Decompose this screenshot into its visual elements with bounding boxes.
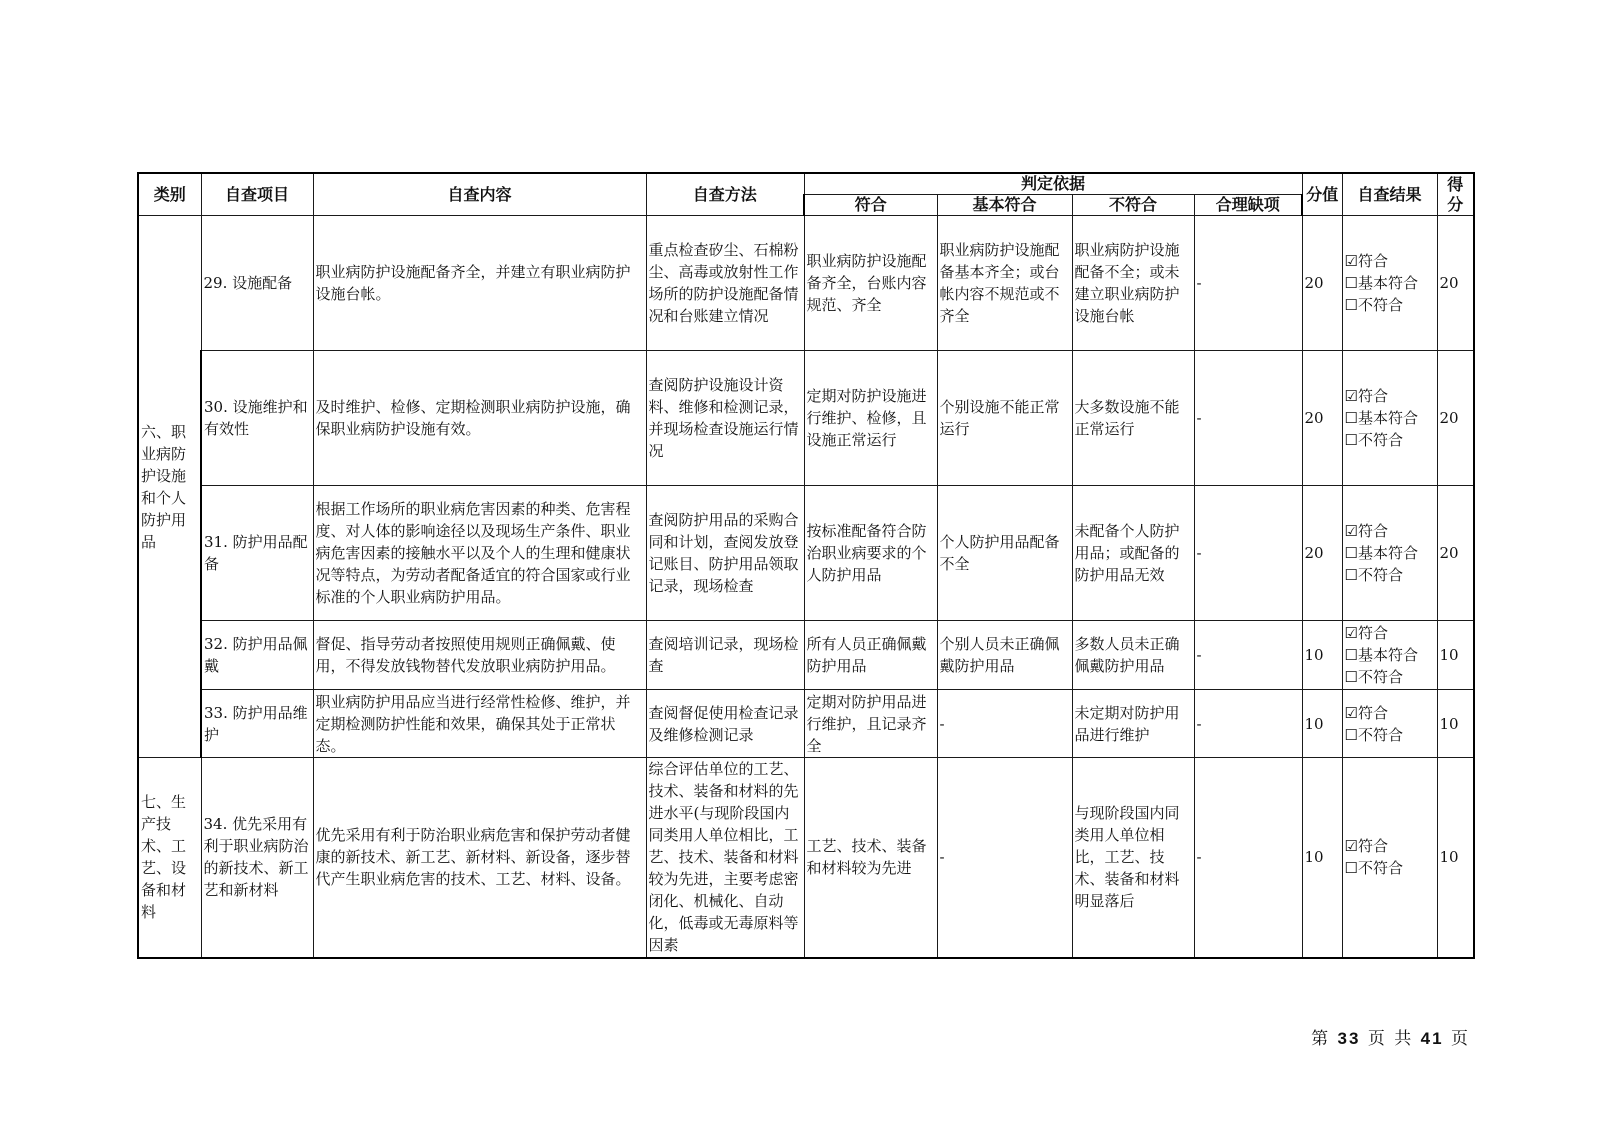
result-option[interactable]: ☐不符合 [1344,725,1403,744]
result-option[interactable]: ☑符合 [1344,522,1388,540]
missing-cell: - [1194,351,1302,486]
result-cell [1342,216,1437,351]
score-cell: 20 [1437,216,1474,351]
content-cell: 职业病防护设施配备齐全，并建立有职业病防护设施台帐。 [313,216,646,351]
result-option[interactable]: ☑符合 [1344,703,1388,722]
content-cell: 督促、指导劳动者按照使用规则正确佩戴、使用，不得发放钱物替代发放职业病防护用品。 [313,621,646,690]
comply-cell: 按标准配备符合防治职业病要求的个人防护用品 [804,486,937,621]
header-basic-comply: 基本符合 [937,195,1072,216]
header-method: 自查方法 [646,173,804,216]
header-item: 自查项目 [201,173,313,216]
item-cell: 33. 防护用品维护 [201,690,313,758]
header-result: 自查结果 [1342,173,1437,216]
basic-comply-cell: 个人防护用品配备不全 [937,486,1072,621]
content-cell: 根据工作场所的职业病危害因素的种类、危害程度、对人体的影响途径以及现场生产条件、职业病危害因素的接触水平以及个人的生理和健康状况等特点，为劳动者配备适宜的符合国家或行业标准的个人职业病防护用品。 [313,486,646,621]
header-not-comply: 不符合 [1072,195,1194,216]
page-number: 33 [1337,1029,1361,1048]
comply-cell: 职业病防护设施配备齐全，台账内容规范、齐全 [804,216,937,351]
content-cell: 优先采用有利于防治职业病危害和保护劳动者健康的新技术、新工艺、新材料、新设备，逐步替代产生职业病危害的技术、工艺、材料、设备。 [313,758,646,958]
table-row [138,216,1474,351]
value-cell: 10 [1302,758,1342,958]
result-option[interactable]: ☐不符合 [1344,566,1403,584]
method-cell: 查阅培训记录，现场检查 [646,621,804,690]
result-cell [1342,351,1437,486]
header-content: 自查内容 [313,173,646,216]
table-row [138,758,1474,958]
not-comply-cell: 与现阶段国内同类用人单位相比，工艺、技术、装备和材料明显落后 [1072,758,1194,958]
result-cell [1342,690,1437,758]
comply-cell: 定期对防护用品进行维护，且记录齐全 [804,690,937,758]
score-cell: 10 [1437,621,1474,690]
missing-cell: - [1194,690,1302,758]
method-cell: 查阅防护用品的采购合同和计划，查阅发放登记账目、防护用品领取记录，现场检查 [646,486,804,621]
not-comply-cell: 大多数设施不能正常运行 [1072,351,1194,486]
not-comply-cell: 未配备个人防护用品；或配备的防护用品无效 [1072,486,1194,621]
basic-comply-cell: 个别人员未正确佩戴防护用品 [937,621,1072,690]
result-cell [1342,486,1437,621]
result-option[interactable]: ☐基本符合 [1344,646,1418,664]
score-cell: 20 [1437,486,1474,621]
result-option[interactable]: ☑符合 [1344,252,1388,270]
result-option[interactable]: ☐基本符合 [1344,544,1418,562]
category-cell: 六、职业病防护设施和个人防护用品 [138,216,201,758]
footer-middle: 页 共 [1367,1029,1414,1049]
table-row [138,351,1474,486]
method-cell: 综合评估单位的工艺、技术、装备和材料的先进水平(与现阶段国内同类用人单位相比，工艺、技术、装备和材料较为先进，主要考虑密闭化、机械化、自动化，低毒或无毒原料等因素 [646,758,804,958]
header-basis: 判定依据 [804,173,1302,195]
result-option[interactable]: ☐不符合 [1344,431,1403,449]
result-option[interactable]: ☐基本符合 [1344,409,1418,427]
result-option[interactable]: ☐基本符合 [1344,274,1418,292]
header-comply: 符合 [804,195,937,216]
score-cell: 10 [1437,690,1474,758]
basic-comply-cell: 个别设施不能正常运行 [937,351,1072,486]
footer-suffix: 页 [1451,1029,1470,1049]
missing-cell: - [1194,486,1302,621]
result-cell [1342,621,1437,690]
not-comply-cell: 职业病防护设施配备不全；或未建立职业病防护设施台帐 [1072,216,1194,351]
not-comply-cell: 多数人员未正确佩戴防护用品 [1072,621,1194,690]
method-cell: 查阅督促使用检查记录及维修检测记录 [646,690,804,758]
result-option[interactable]: ☐不符合 [1344,668,1403,686]
footer-prefix: 第 [1311,1029,1331,1049]
item-cell: 34. 优先采用有利于职业病防治的新技术、新工艺和新材料 [201,758,313,958]
result-cell [1342,758,1437,958]
result-option[interactable]: ☑符合 [1344,624,1388,642]
result-option[interactable]: ☐不符合 [1344,296,1403,314]
header-score: 得分 [1437,173,1474,216]
method-cell: 重点检查矽尘、石棉粉尘、高毒或放射性工作场所的防护设施配备情况和台账建立情况 [646,216,804,351]
value-cell: 10 [1302,690,1342,758]
score-cell: 20 [1437,351,1474,486]
value-cell: 20 [1302,486,1342,621]
table-row [138,690,1474,758]
result-option[interactable]: ☑符合 [1344,837,1388,856]
value-cell: 10 [1302,621,1342,690]
comply-cell: 工艺、技术、装备和材料较为先进 [804,758,937,958]
method-cell: 查阅防护设施设计资料、维修和检测记录，并现场检查设施运行情况 [646,351,804,486]
header-reasonable-missing: 合理缺项 [1194,195,1302,216]
basic-comply-cell: - [937,690,1072,758]
item-cell: 29. 设施配备 [201,216,313,351]
content-cell: 及时维护、检修、定期检测职业病防护设施，确保职业病防护设施有效。 [313,351,646,486]
missing-cell: - [1194,216,1302,351]
header-score-value: 分值 [1302,173,1342,216]
item-cell: 31. 防护用品配备 [201,486,313,621]
total-pages: 41 [1420,1029,1444,1048]
comply-cell: 定期对防护设施进行维护、检修，且设施正常运行 [804,351,937,486]
not-comply-cell: 未定期对防护用品进行维护 [1072,690,1194,758]
self-inspection-table [137,172,1475,959]
missing-cell: - [1194,758,1302,958]
content-cell: 职业病防护用品应当进行经常性检修、维护，并定期检测防护性能和效果，确保其处于正常状态。 [313,690,646,758]
missing-cell: - [1194,621,1302,690]
category-cell: 七、生产技术、工艺、设备和材料 [138,758,201,958]
result-option[interactable]: ☑符合 [1344,387,1388,405]
score-cell: 10 [1437,758,1474,958]
value-cell: 20 [1302,351,1342,486]
comply-cell: 所有人员正确佩戴防护用品 [804,621,937,690]
result-option[interactable]: ☐不符合 [1344,859,1403,878]
value-cell: 20 [1302,216,1342,351]
item-cell: 30. 设施维护和有效性 [201,351,313,486]
header-category: 类别 [138,173,201,216]
basic-comply-cell: 职业病防护设施配备基本齐全；或台帐内容不规范或不齐全 [937,216,1072,351]
item-cell: 32. 防护用品佩戴 [201,621,313,690]
table-row [138,621,1474,690]
table-row [138,486,1474,621]
page-footer [1311,1024,1470,1049]
basic-comply-cell: - [937,758,1072,958]
